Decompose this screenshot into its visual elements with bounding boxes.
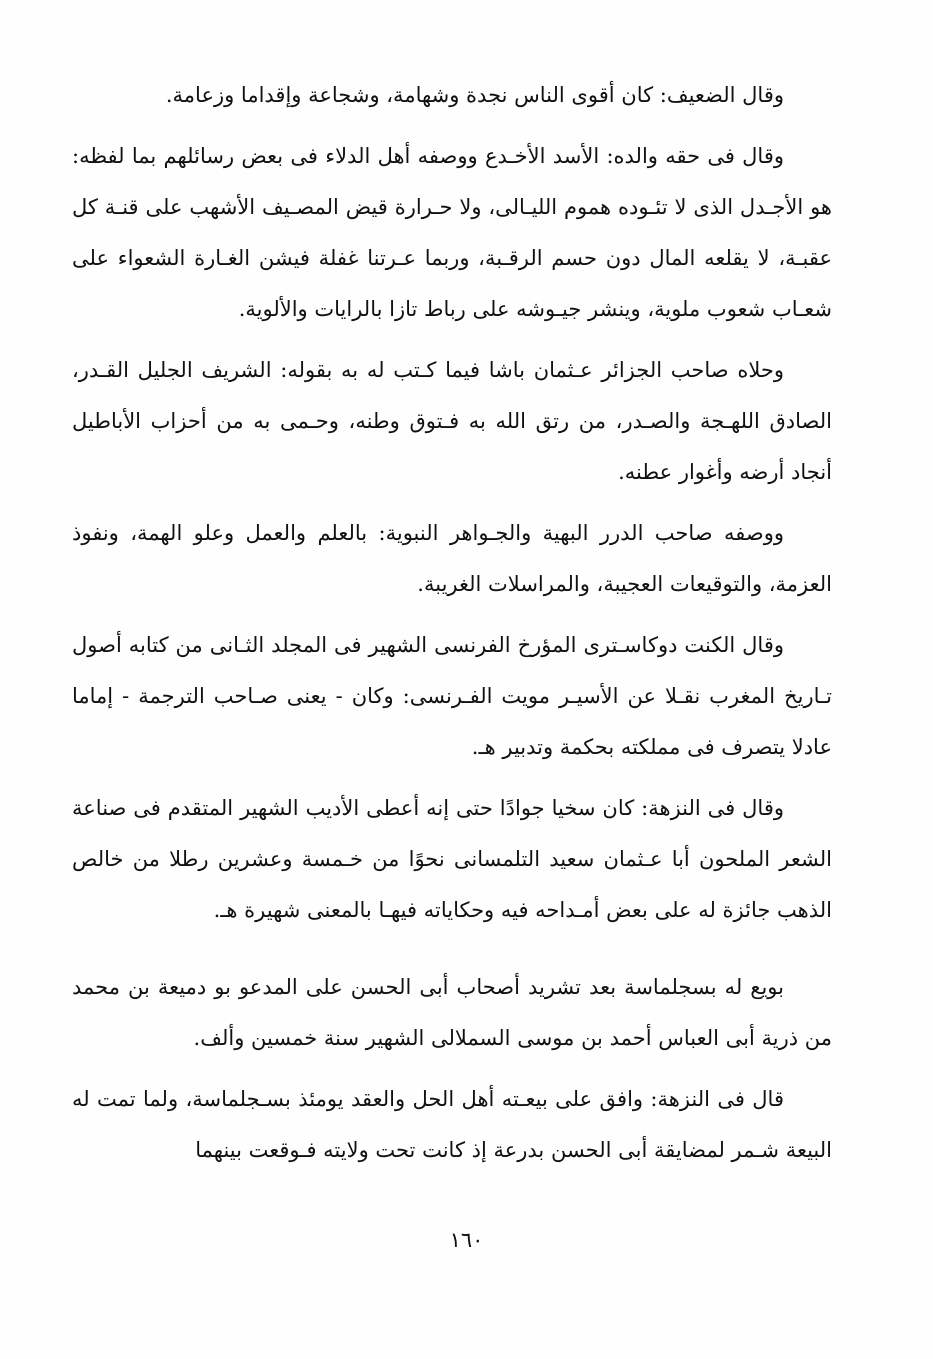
paragraph-6: وقال فى النزهة: كان سخيا جوادًا حتى إنه أعطى الأديب الشهير المتقدم فى صناعة الشعر الملحون أبا عـثمان سعيد التلمسانى نحوًا من خـمسة وعشرين رطلا من خالص الذهب جائزة له على بعض أمـداحه فيه وحكاياته فيهـا بالمعنى شهيرة هـ. — [72, 796, 832, 922]
paragraph-8: قال فى النزهة: وافق على بيعـته أهل الحل والعقد يومئذ بسـجلماسة، ولما تمت له البيعة شـمر لمضايقة أبى الحسن بدرعة إذ كانت تحت ولايته فـوقعت بينهما — [72, 1087, 832, 1162]
page-number: ١٦٠ — [449, 1228, 484, 1252]
paragraph-3: وحلاه صاحب الجزائر عـثمان باشا فيما كـتب له به بقوله: الشريف الجليل القـدر، الصادق اللهـجة والصـدر، من رتق الله به فـتوق وطنه، وحـمى به من أحزاب الأباطيل أنجاد أرضه وأغوار عطنه. — [72, 358, 832, 484]
paragraph-1: وقال الضعيف: كان أقوى الناس نجدة وشهامة، وشجاعة وإقداما وزعامة. — [165, 83, 784, 107]
body-text — [72, 70, 832, 1176]
paragraph-7: بويع له بسجلماسة بعد تشريد أصحاب أبى الحسن على المدعو بو دميعة بن محمد من ذرية أبى العباس أحمد بن موسى السملالى الشهير سنة خمسين وألف. — [72, 975, 832, 1050]
paragraph-5: وقال الكنت دوكاسـترى المؤرخ الفرنسى الشهير فى المجلد الثـانى من كتابه أصول تـاريخ المغرب نقـلا عن الأسيـر مويت الفـرنسى: وكان - يعنى صـاحب الترجمة - إماما عادلا يتصرف فى مملكته بحكمة وتدبير هـ. — [72, 633, 832, 759]
paragraph-2: وقال فى حقه والده: الأسد الأخـدع ووصفه أهل الدلاء فى بعض رسائلهم بما لفظه: هو الأجـدل الذى لا تئـوده هموم الليـالى، ولا حـرارة قيض المصـيف الأشهب على قنـة كل عقبـة، لا يقلعه المال دون حسم الرقـبة، وربما عـرتنا غفلة فيشن الغـارة الشعواء على شعـاب شعوب ملوية، وينشر جيـوشه على رباط تازا بالرايات والألوية. — [72, 144, 832, 321]
paragraph-4: ووصفه صاحب الدرر البهية والجـواهر النبوية: بالعلم والعمل وعلو الهمة، ونفوذ العزمة، والتوقيعات العجيبة، والمراسلات الغريبة. — [72, 521, 832, 596]
